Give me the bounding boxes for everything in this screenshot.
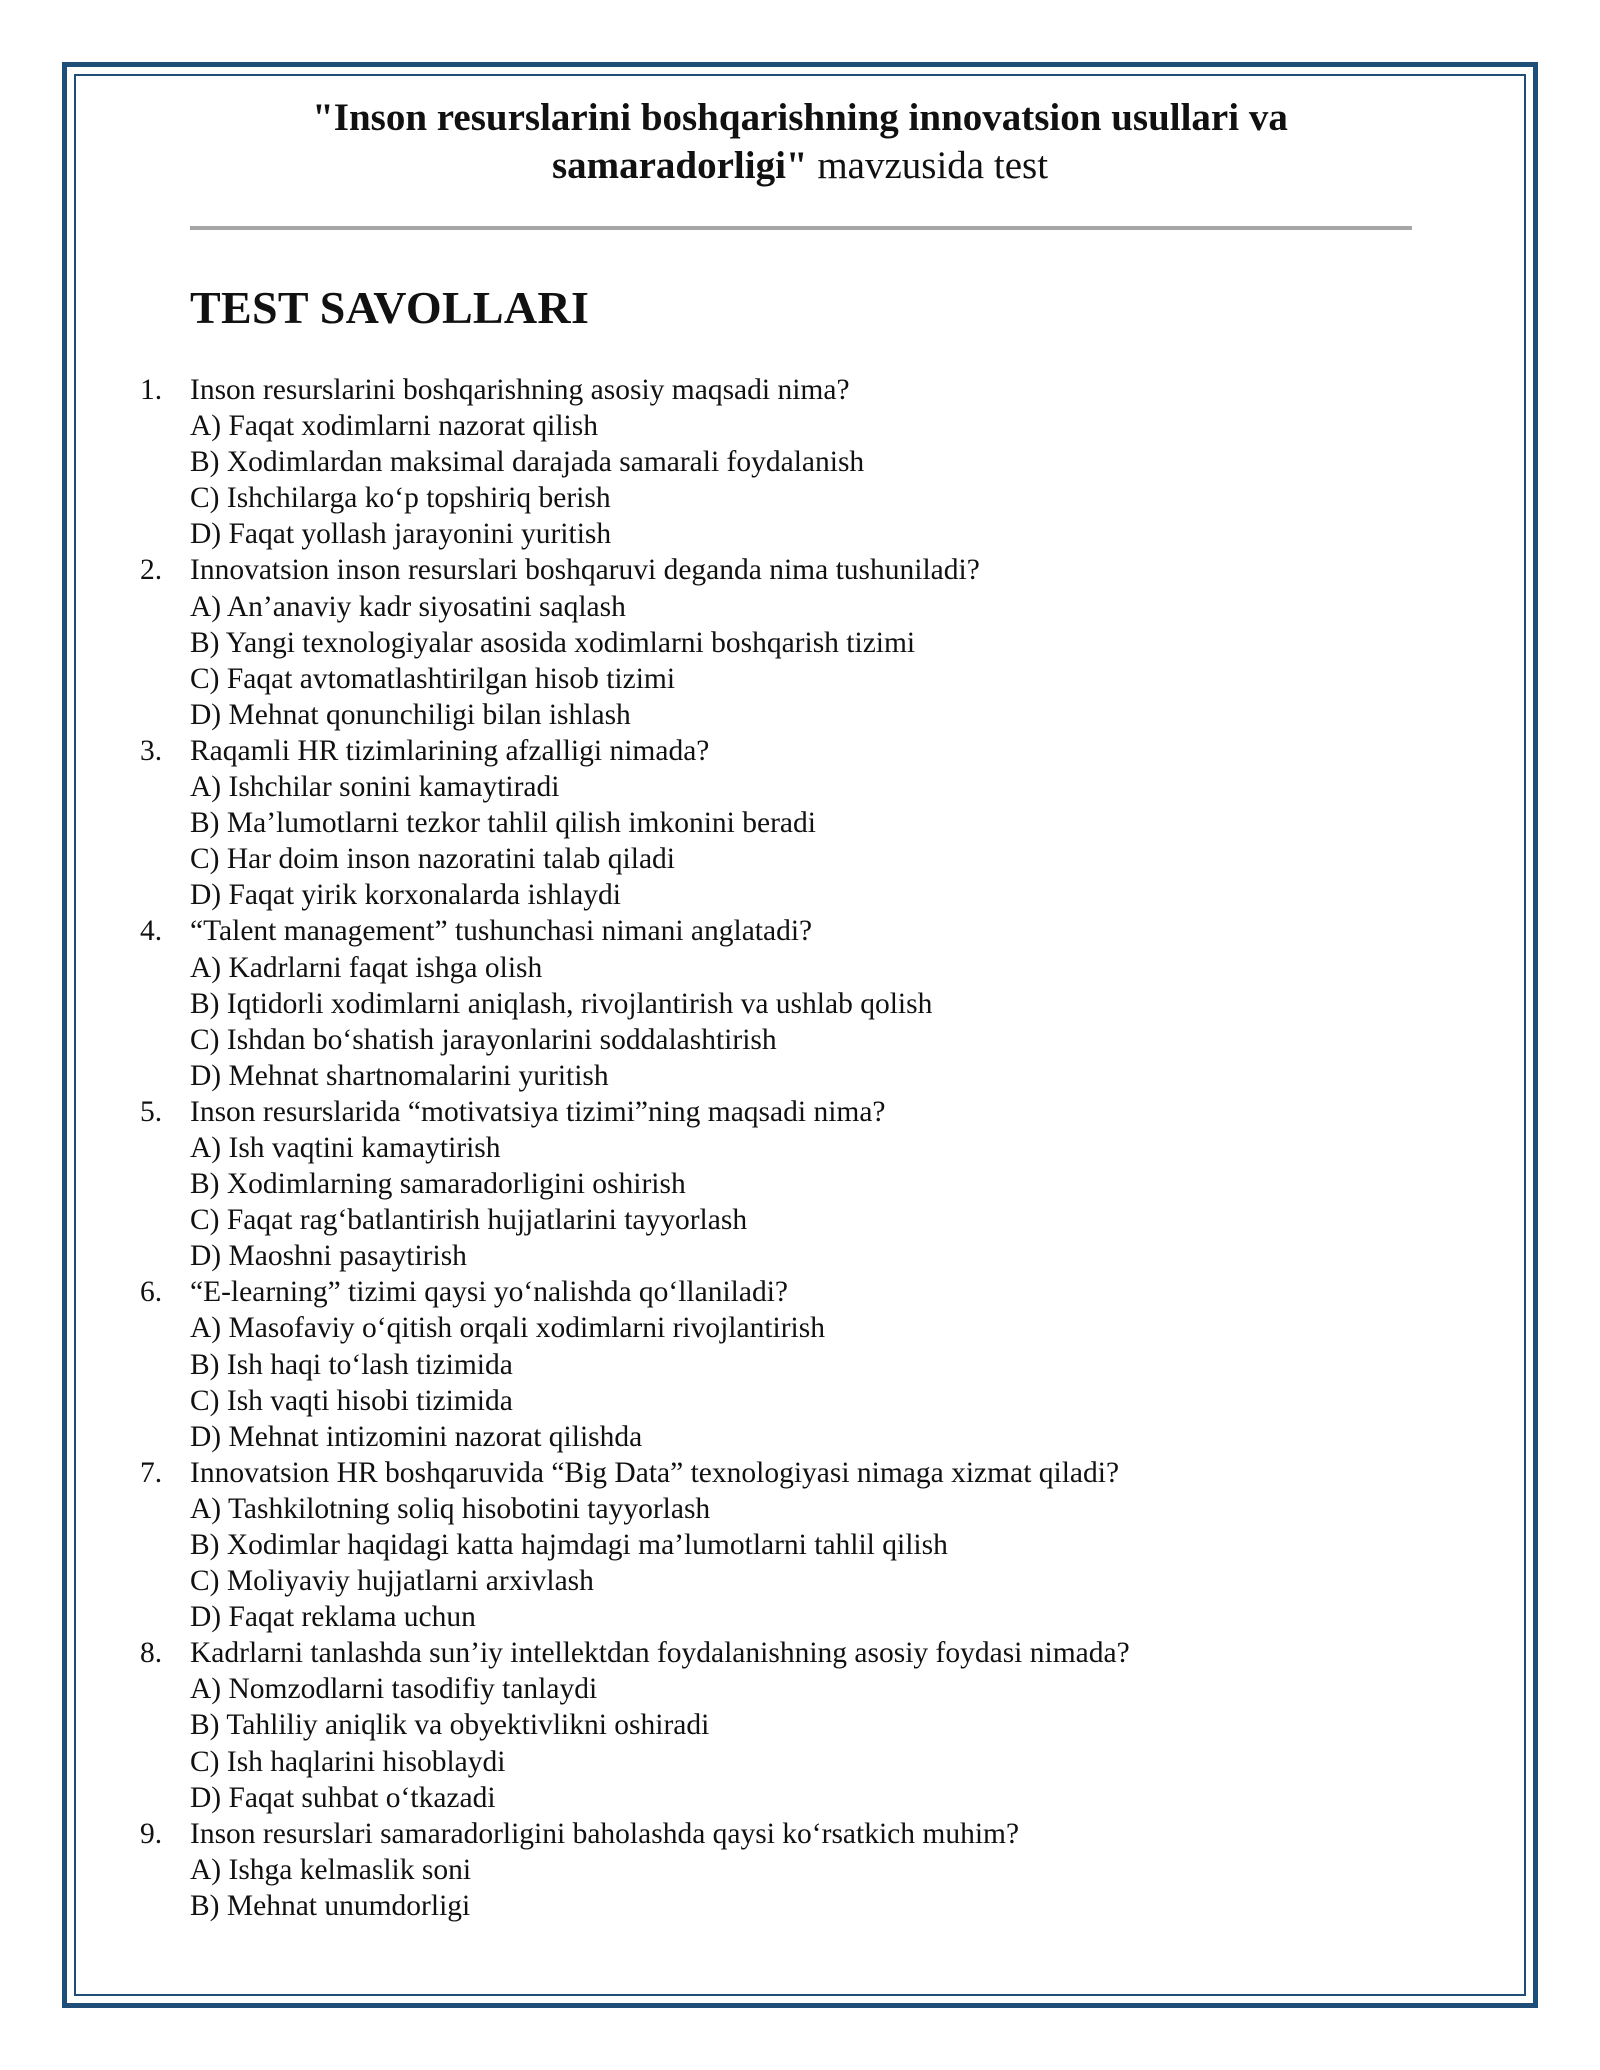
question-item: [140, 1635, 1430, 1815]
answer-option: B) Ish haqi to‘lash tizimida: [190, 1348, 513, 1381]
answer-option: D) Mehnat shartnomalarini yuritish: [190, 1059, 609, 1092]
answer-option: D) Faqat yirik korxonalarda ishlaydi: [190, 879, 621, 912]
question-number: 7.: [140, 1456, 163, 1489]
answer-option: C) Ish haqlarini hisoblaydi: [190, 1745, 506, 1778]
question-text: Inson resurslarini boshqarishning asosiy maqsadi nima?: [190, 374, 850, 406]
answer-option: D) Mehnat qonunchiligi bilan ishlash: [190, 698, 631, 731]
answer-option: B) Yangi texnologiyalar asosida xodimlarni boshqarish tizimi: [190, 626, 916, 659]
question-text: Innovatsion HR boshqaruvida “Big Data” texnologiyasi nimaga xizmat qiladi?: [190, 1456, 1120, 1489]
question-text: Raqamli HR tizimlarining afzalligi nimada?: [190, 734, 710, 767]
answer-option: B) Iqtidorli xodimlarni aniqlash, rivojlantirish va ushlab qolish: [190, 987, 933, 1020]
answer-options: [190, 1852, 1430, 1924]
question-number: 9.: [140, 1817, 163, 1850]
question-item: [140, 1094, 1430, 1274]
answer-option: B) Xodimlarning samaradorligini oshirish: [190, 1168, 686, 1201]
document-title: [190, 94, 1410, 190]
question-item: [140, 372, 1430, 552]
question-text: Innovatsion inson resurslari boshqaruvi deganda nima tushuniladi?: [190, 554, 980, 587]
answer-option: A) Masofaviy o‘qitish orqali xodimlarni rivojlantirish: [190, 1312, 825, 1345]
answer-option: B) Tahliliy aniqlik va obyektivlikni oshiradi: [190, 1709, 710, 1742]
answer-option: C) Faqat rag‘batlantirish hujjatlarini tayyorlash: [190, 1204, 748, 1237]
question-number: 4.: [140, 915, 163, 948]
answer-options: [190, 1491, 1430, 1635]
question-text: “Talent management” tushunchasi nimani anglatadi?: [190, 915, 813, 948]
answer-option: C) Ish vaqti hisobi tizimida: [190, 1384, 513, 1417]
question-number: 8.: [140, 1637, 163, 1670]
question-text: Inson resurslarida “motivatsiya tizimi”ning maqsadi nima?: [190, 1095, 886, 1128]
answer-option: A) Nomzodlarni tasodifiy tanlaydi: [190, 1673, 598, 1706]
answer-option: A) An’anaviy kadr siyosatini saqlash: [190, 590, 626, 623]
answer-option: D) Faqat yollash jarayonini yuritish: [190, 518, 612, 551]
answer-option: C) Ishdan bo‘shatish jarayonlarini soddalashtirish: [190, 1023, 777, 1056]
question-item: [140, 733, 1430, 913]
answer-options: [190, 769, 1430, 913]
answer-options: [190, 1671, 1430, 1815]
answer-option: D) Mehnat intizomini nazorat qilishda: [190, 1420, 643, 1453]
answer-option: A) Ishchilar sonini kamaytiradi: [190, 771, 560, 804]
question-item: [140, 913, 1430, 1093]
answer-option: D) Faqat reklama uchun: [190, 1601, 476, 1634]
answer-option: B) Xodimlar haqidagi katta hajmdagi ma’lumotlarni tahlil qilish: [190, 1529, 948, 1561]
question-number: 2.: [140, 554, 163, 587]
question-list: [140, 372, 1430, 1924]
question-text: Inson resurslari samaradorligini baholashda qaysi ko‘rsatkich muhim?: [190, 1817, 1020, 1850]
answer-options: [190, 589, 1430, 733]
answer-option: B) Xodimlardan maksimal darajada samarali foydalanish: [190, 446, 865, 479]
question-number: 6.: [140, 1276, 163, 1309]
answer-option: C) Har doim inson nazoratini talab qiladi: [190, 843, 675, 876]
answer-option: C) Moliyaviy hujjatlarni arxivlash: [190, 1565, 594, 1598]
question-item: [140, 1274, 1430, 1454]
question-item: [140, 1816, 1430, 1924]
answer-option: A) Faqat xodimlarni nazorat qilish: [190, 410, 598, 443]
answer-option: A) Ish vaqtini kamaytirish: [190, 1131, 501, 1164]
answer-options: [190, 1310, 1430, 1454]
document-title-rest: mavzusida test: [807, 144, 1049, 187]
section-heading: TEST SAVOLLARI: [190, 282, 590, 333]
answer-option: B) Ma’lumotlarni tezkor tahlil qilish imkonini beradi: [190, 807, 816, 840]
answer-option: A) Kadrlarni faqat ishga olish: [190, 951, 543, 984]
answer-option: C) Faqat avtomatlashtirilgan hisob tizimi: [190, 662, 676, 695]
answer-options: [190, 1130, 1430, 1274]
answer-option: C) Ishchilarga ko‘p topshiriq berish: [190, 482, 611, 515]
question-item: [140, 1455, 1430, 1635]
answer-option: A) Tashkilotning soliq hisobotini tayyorlash: [190, 1492, 711, 1525]
question-text: “E-learning” tizimi qaysi yo‘nalishda qo‘llaniladi?: [190, 1276, 788, 1309]
question-number: 3.: [140, 734, 163, 767]
answer-options: [190, 408, 1430, 552]
question-text: Kadrlarni tanlashda sun’iy intellektdan foydalanishning asosiy foydasi nimada?: [190, 1637, 1130, 1670]
question-number: 1.: [140, 374, 163, 406]
answer-option: D) Faqat suhbat o‘tkazadi: [190, 1781, 496, 1814]
document-title-bold: "Inson resurslarini boshqarishning innovatsion usullari va samaradorligi": [312, 96, 1288, 187]
question-item: [140, 552, 1430, 732]
answer-options: [190, 950, 1430, 1094]
horizontal-rule: [190, 226, 1412, 230]
question-number: 5.: [140, 1095, 163, 1128]
answer-option: A) Ishga kelmaslik soni: [190, 1853, 472, 1886]
answer-option: D) Maoshni pasaytirish: [190, 1240, 467, 1273]
answer-option: B) Mehnat unumdorligi: [190, 1889, 471, 1922]
